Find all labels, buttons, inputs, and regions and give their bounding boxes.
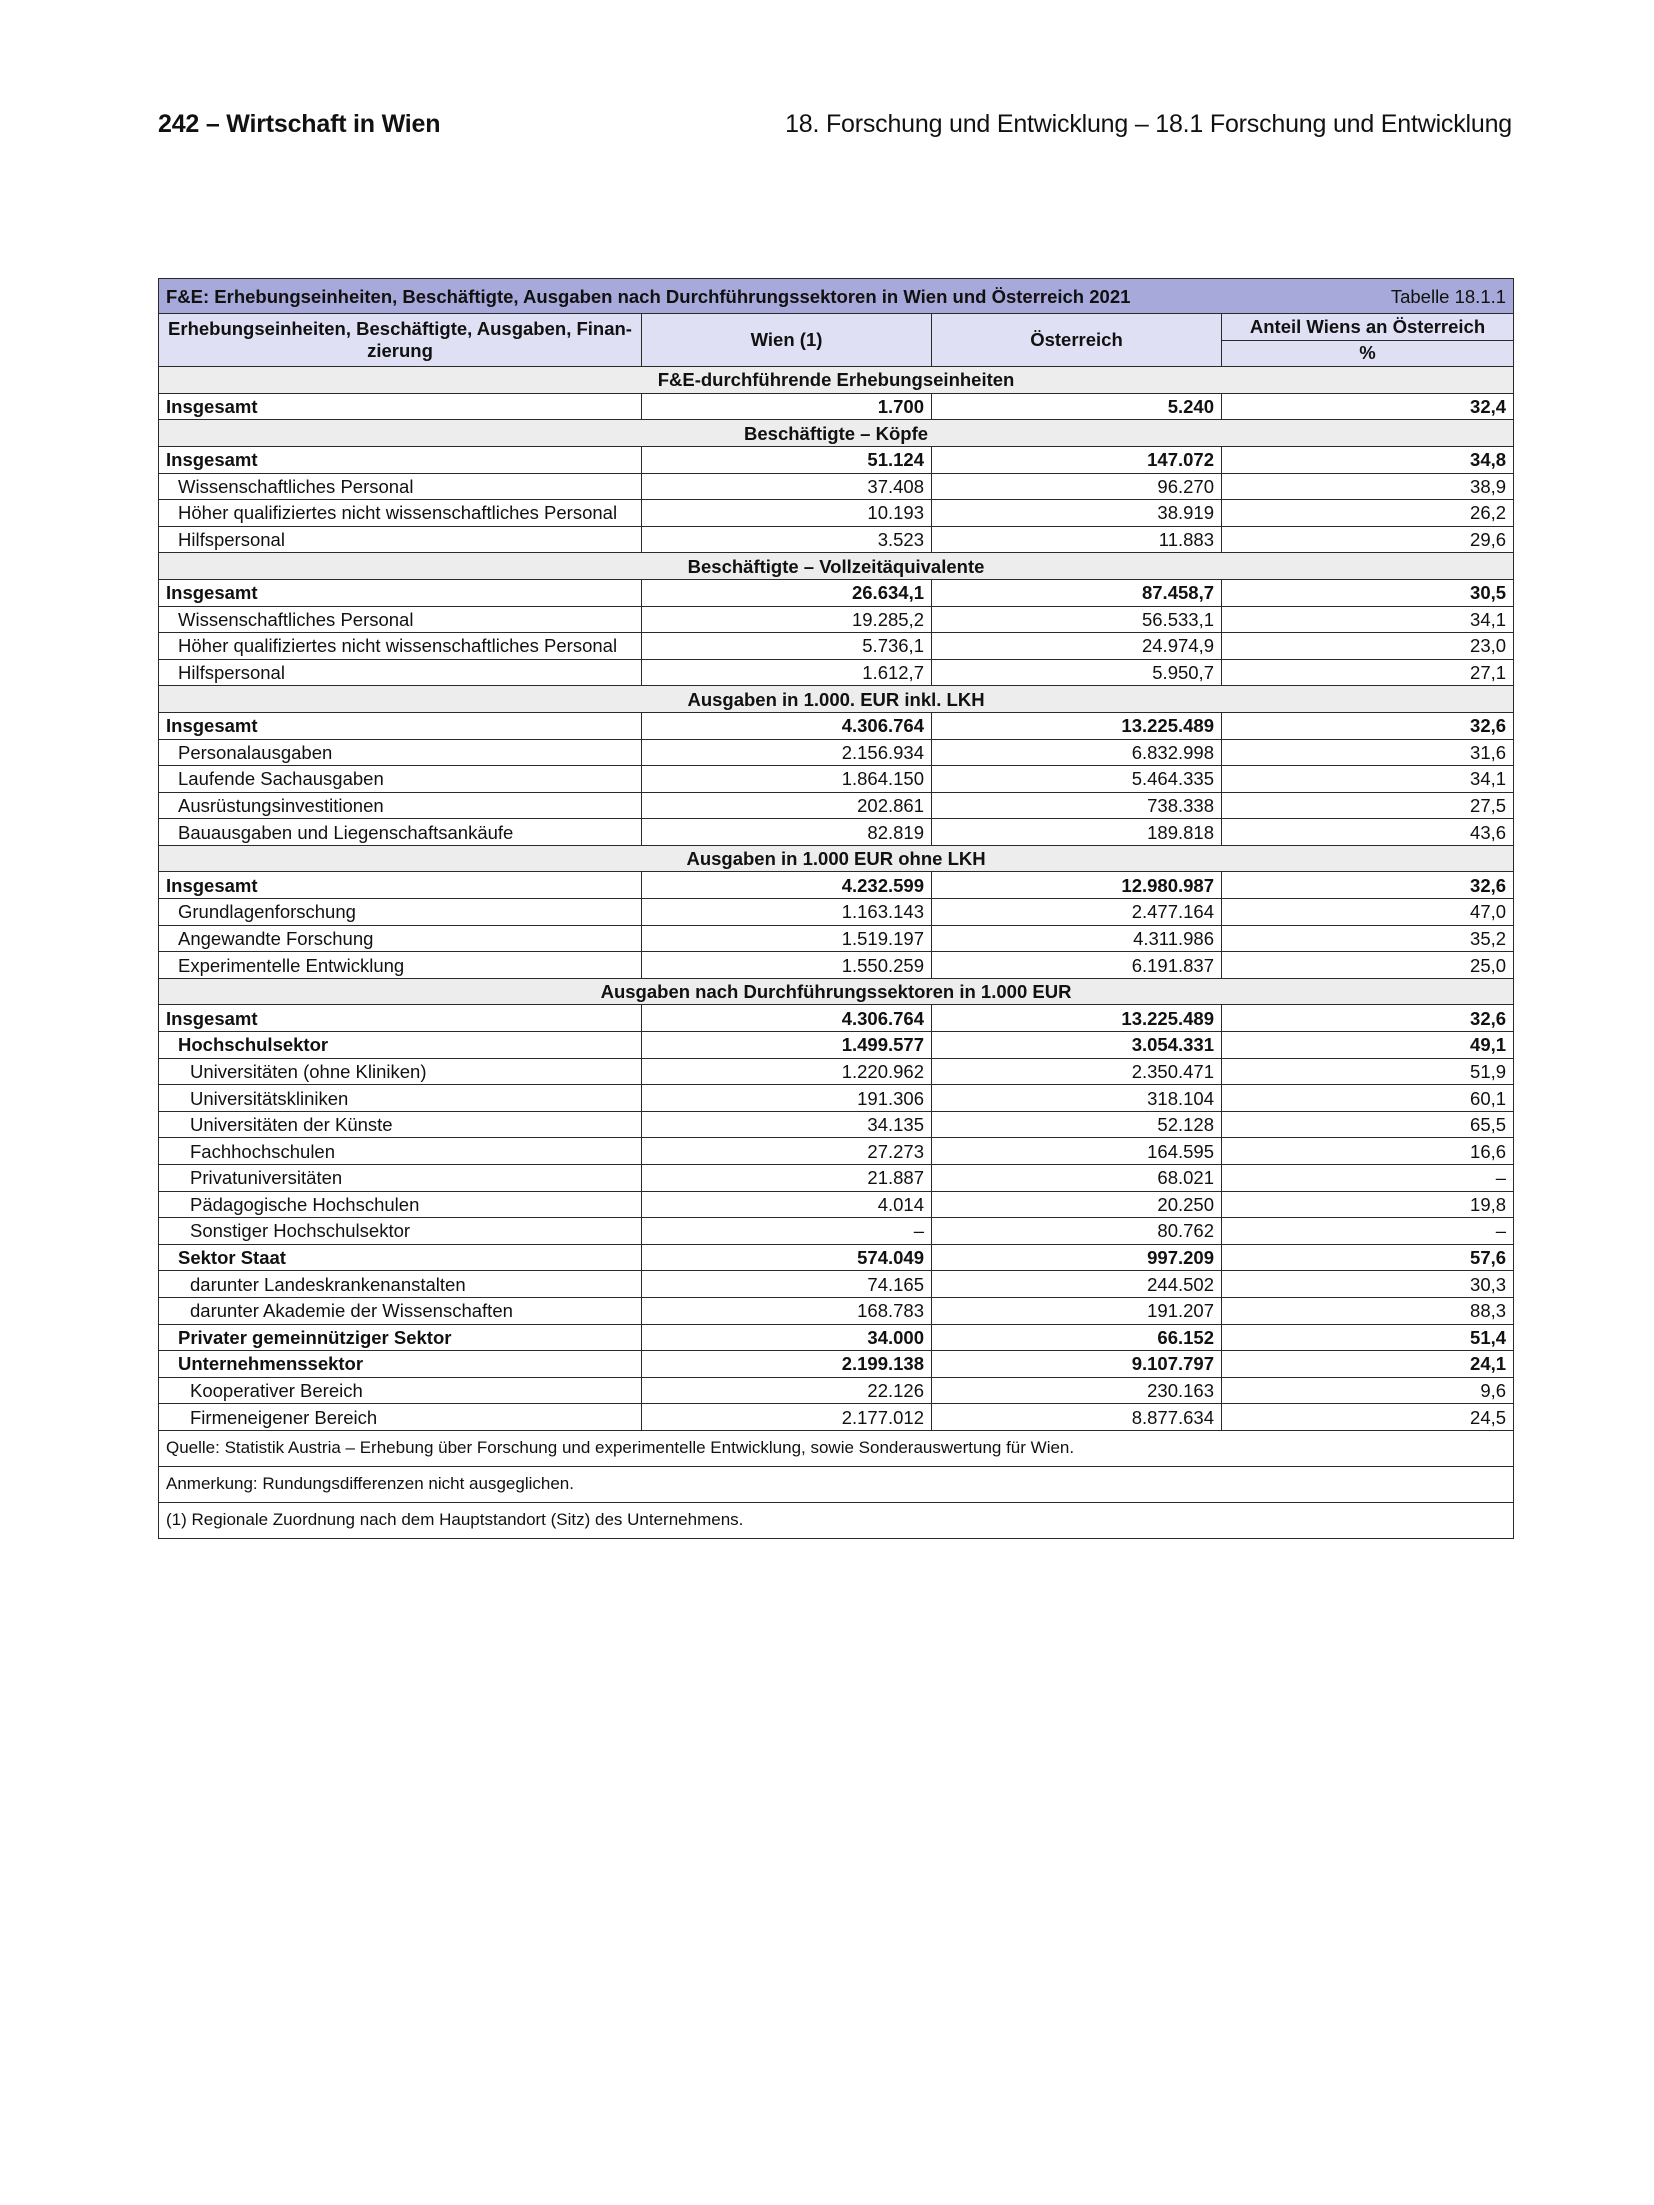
cell-oesterreich: 3.054.331 — [932, 1032, 1222, 1059]
table-notes — [159, 1430, 1514, 1538]
cell-oesterreich: 66.152 — [932, 1324, 1222, 1351]
cell-anteil: – — [1222, 1218, 1514, 1245]
table-row — [159, 792, 1514, 819]
section-header-row — [159, 686, 1514, 713]
row-label: Hilfspersonal — [159, 526, 642, 553]
table-row — [159, 446, 1514, 473]
cell-anteil: 30,5 — [1222, 579, 1514, 606]
row-label: Insgesamt — [159, 446, 642, 473]
row-label: Sonstiger Hochschulsektor — [159, 1218, 642, 1245]
table-row — [159, 1351, 1514, 1378]
cell-anteil: 24,1 — [1222, 1351, 1514, 1378]
cell-oesterreich: 87.458,7 — [932, 579, 1222, 606]
cell-wien: 3.523 — [642, 526, 932, 553]
cell-wien: 82.819 — [642, 819, 932, 846]
column-header-row — [159, 314, 1514, 341]
row-label: Insgesamt — [159, 872, 642, 899]
col-header-category: Erhebungseinheiten, Beschäftigte, Ausgaben, Finan-zierung — [159, 314, 642, 367]
table-row — [159, 1005, 1514, 1032]
cell-oesterreich: 189.818 — [932, 819, 1222, 846]
cell-oesterreich: 5.240 — [932, 393, 1222, 420]
cell-oesterreich: 164.595 — [932, 1138, 1222, 1165]
cell-anteil: 88,3 — [1222, 1297, 1514, 1324]
section-header-row — [159, 553, 1514, 580]
table-row — [159, 500, 1514, 527]
row-label: Pädagogische Hochschulen — [159, 1191, 642, 1218]
table-row — [159, 952, 1514, 979]
cell-wien: 5.736,1 — [642, 633, 932, 660]
row-label: Ausrüstungsinvestitionen — [159, 792, 642, 819]
table-row — [159, 819, 1514, 846]
cell-wien: 1.700 — [642, 393, 932, 420]
table-row — [159, 739, 1514, 766]
table-caption-row — [159, 279, 1514, 314]
cell-anteil: 27,5 — [1222, 792, 1514, 819]
cell-wien: 2.156.934 — [642, 739, 932, 766]
table-row — [159, 925, 1514, 952]
section-header-row — [159, 978, 1514, 1005]
cell-oesterreich: 20.250 — [932, 1191, 1222, 1218]
cell-anteil: 38,9 — [1222, 473, 1514, 500]
cell-wien: 191.306 — [642, 1085, 932, 1112]
col-header-anteil: Anteil Wiens an Österreich — [1222, 314, 1514, 341]
cell-oesterreich: 2.350.471 — [932, 1058, 1222, 1085]
row-label: Insgesamt — [159, 712, 642, 739]
row-label: Universitäten (ohne Kliniken) — [159, 1058, 642, 1085]
cell-anteil: 32,6 — [1222, 872, 1514, 899]
table-row — [159, 1404, 1514, 1431]
note-text: (1) Regionale Zuordnung nach dem Hauptstandort (Sitz) des Unternehmens. — [159, 1502, 1514, 1538]
section-title: Beschäftigte – Vollzeitäquivalente — [159, 553, 1514, 580]
cell-wien: 2.199.138 — [642, 1351, 932, 1378]
note-text: Anmerkung: Rundungsdifferenzen nicht ausgeglichen. — [159, 1466, 1514, 1502]
cell-wien: 168.783 — [642, 1297, 932, 1324]
cell-anteil: 19,8 — [1222, 1191, 1514, 1218]
table-row — [159, 1377, 1514, 1404]
cell-oesterreich: 230.163 — [932, 1377, 1222, 1404]
table-row — [159, 1032, 1514, 1059]
cell-oesterreich: 5.464.335 — [932, 766, 1222, 793]
data-table — [158, 278, 1514, 1539]
row-label: darunter Landeskrankenanstalten — [159, 1271, 642, 1298]
cell-wien: 74.165 — [642, 1271, 932, 1298]
cell-wien: 37.408 — [642, 473, 932, 500]
table-row — [159, 633, 1514, 660]
section-header-row — [159, 845, 1514, 872]
cell-wien: – — [642, 1218, 932, 1245]
row-label: Privater gemeinnütziger Sektor — [159, 1324, 642, 1351]
cell-anteil: 25,0 — [1222, 952, 1514, 979]
cell-wien: 4.306.764 — [642, 1005, 932, 1032]
cell-oesterreich: 191.207 — [932, 1297, 1222, 1324]
cell-wien: 21.887 — [642, 1165, 932, 1192]
row-label: Universitätskliniken — [159, 1085, 642, 1112]
row-label: Angewandte Forschung — [159, 925, 642, 952]
row-label: Fachhochschulen — [159, 1138, 642, 1165]
cell-oesterreich: 13.225.489 — [932, 1005, 1222, 1032]
cell-oesterreich: 147.072 — [932, 446, 1222, 473]
cell-anteil: 51,4 — [1222, 1324, 1514, 1351]
table-row — [159, 1244, 1514, 1271]
page-number-title: 242 – Wirtschaft in Wien — [158, 110, 441, 138]
col-header-oesterreich: Österreich — [932, 314, 1222, 367]
table-row — [159, 899, 1514, 926]
table-row — [159, 393, 1514, 420]
cell-anteil: 23,0 — [1222, 633, 1514, 660]
cell-anteil: 34,8 — [1222, 446, 1514, 473]
row-label: Grundlagenforschung — [159, 899, 642, 926]
note-row — [159, 1502, 1514, 1538]
cell-oesterreich: 12.980.987 — [932, 872, 1222, 899]
section-title: F&E-durchführende Erhebungseinheiten — [159, 367, 1514, 394]
row-label: Universitäten der Künste — [159, 1111, 642, 1138]
cell-anteil: 31,6 — [1222, 739, 1514, 766]
table-row — [159, 606, 1514, 633]
note-text: Quelle: Statistik Austria – Erhebung über Forschung und experimentelle Entwicklung, sowie Sonderauswertung für Wien. — [159, 1430, 1514, 1466]
cell-oesterreich: 8.877.634 — [932, 1404, 1222, 1431]
col-header-unit: % — [1222, 340, 1514, 367]
cell-wien: 51.124 — [642, 446, 932, 473]
cell-wien: 27.273 — [642, 1138, 932, 1165]
cell-wien: 34.000 — [642, 1324, 932, 1351]
cell-oesterreich: 52.128 — [932, 1111, 1222, 1138]
section-header-row — [159, 367, 1514, 394]
cell-anteil: 65,5 — [1222, 1111, 1514, 1138]
row-label: Personalausgaben — [159, 739, 642, 766]
cell-oesterreich: 11.883 — [932, 526, 1222, 553]
cell-wien: 19.285,2 — [642, 606, 932, 633]
table-row — [159, 1165, 1514, 1192]
row-label: Insgesamt — [159, 1005, 642, 1032]
cell-wien: 26.634,1 — [642, 579, 932, 606]
table-container — [158, 278, 1513, 1539]
row-label: Sektor Staat — [159, 1244, 642, 1271]
row-label: Laufende Sachausgaben — [159, 766, 642, 793]
cell-anteil: 32,6 — [1222, 1005, 1514, 1032]
cell-oesterreich: 2.477.164 — [932, 899, 1222, 926]
row-label: Insgesamt — [159, 579, 642, 606]
cell-oesterreich: 6.191.837 — [932, 952, 1222, 979]
cell-anteil: 24,5 — [1222, 1404, 1514, 1431]
cell-oesterreich: 80.762 — [932, 1218, 1222, 1245]
table-row — [159, 1324, 1514, 1351]
cell-oesterreich: 68.021 — [932, 1165, 1222, 1192]
table-row — [159, 473, 1514, 500]
cell-oesterreich: 738.338 — [932, 792, 1222, 819]
cell-wien: 4.232.599 — [642, 872, 932, 899]
cell-wien: 10.193 — [642, 500, 932, 527]
row-label: Hochschulsektor — [159, 1032, 642, 1059]
cell-anteil: 27,1 — [1222, 659, 1514, 686]
cell-wien: 1.220.962 — [642, 1058, 932, 1085]
cell-oesterreich: 38.919 — [932, 500, 1222, 527]
table-row — [159, 712, 1514, 739]
row-label: Höher qualifiziertes nicht wissenschaftliches Personal — [159, 500, 642, 527]
row-label: Hilfspersonal — [159, 659, 642, 686]
cell-anteil: 32,4 — [1222, 393, 1514, 420]
cell-oesterreich: 13.225.489 — [932, 712, 1222, 739]
cell-wien: 574.049 — [642, 1244, 932, 1271]
row-label: Höher qualifiziertes nicht wissenschaftliches Personal — [159, 633, 642, 660]
cell-oesterreich: 56.533,1 — [932, 606, 1222, 633]
cell-anteil: 47,0 — [1222, 899, 1514, 926]
section-title: Ausgaben in 1.000 EUR ohne LKH — [159, 845, 1514, 872]
cell-anteil: 57,6 — [1222, 1244, 1514, 1271]
cell-anteil: 49,1 — [1222, 1032, 1514, 1059]
table-row — [159, 1058, 1514, 1085]
cell-anteil: 29,6 — [1222, 526, 1514, 553]
cell-wien: 22.126 — [642, 1377, 932, 1404]
table-row — [159, 1138, 1514, 1165]
table-body — [159, 367, 1514, 1431]
chapter-title: 18. Forschung und Entwicklung – 18.1 Forschung und Entwicklung — [785, 110, 1512, 138]
cell-oesterreich: 318.104 — [932, 1085, 1222, 1112]
cell-wien: 4.306.764 — [642, 712, 932, 739]
cell-wien: 1.612,7 — [642, 659, 932, 686]
cell-anteil: 60,1 — [1222, 1085, 1514, 1112]
section-title: Ausgaben in 1.000. EUR inkl. LKH — [159, 686, 1514, 713]
cell-anteil: – — [1222, 1165, 1514, 1192]
row-label: Unternehmenssektor — [159, 1351, 642, 1378]
cell-oesterreich: 244.502 — [932, 1271, 1222, 1298]
cell-anteil: 51,9 — [1222, 1058, 1514, 1085]
row-label: Insgesamt — [159, 393, 642, 420]
table-number: Tabelle 18.1.1 — [1390, 285, 1507, 307]
cell-anteil: 35,2 — [1222, 925, 1514, 952]
table-row — [159, 526, 1514, 553]
cell-oesterreich: 997.209 — [932, 1244, 1222, 1271]
cell-wien: 34.135 — [642, 1111, 932, 1138]
cell-wien: 1.550.259 — [642, 952, 932, 979]
row-label: Bauausgaben und Liegenschaftsankäufe — [159, 819, 642, 846]
cell-wien: 2.177.012 — [642, 1404, 932, 1431]
row-label: darunter Akademie der Wissenschaften — [159, 1297, 642, 1324]
table-row — [159, 1218, 1514, 1245]
row-label: Firmeneigener Bereich — [159, 1404, 642, 1431]
cell-wien: 4.014 — [642, 1191, 932, 1218]
section-title: Beschäftigte – Köpfe — [159, 420, 1514, 447]
row-label: Wissenschaftliches Personal — [159, 606, 642, 633]
note-row — [159, 1466, 1514, 1502]
col-header-wien: Wien (1) — [642, 314, 932, 367]
cell-wien: 1.519.197 — [642, 925, 932, 952]
table-row — [159, 1271, 1514, 1298]
section-header-row — [159, 420, 1514, 447]
table-row — [159, 1191, 1514, 1218]
cell-anteil: 9,6 — [1222, 1377, 1514, 1404]
cell-anteil: 16,6 — [1222, 1138, 1514, 1165]
row-label: Wissenschaftliches Personal — [159, 473, 642, 500]
cell-wien: 202.861 — [642, 792, 932, 819]
cell-wien: 1.163.143 — [642, 899, 932, 926]
cell-oesterreich: 24.974,9 — [932, 633, 1222, 660]
table-row — [159, 872, 1514, 899]
table-row — [159, 659, 1514, 686]
cell-anteil: 30,3 — [1222, 1271, 1514, 1298]
page-header — [158, 110, 1512, 150]
table-caption — [159, 279, 1514, 314]
row-label: Experimentelle Entwicklung — [159, 952, 642, 979]
cell-oesterreich: 6.832.998 — [932, 739, 1222, 766]
cell-anteil: 34,1 — [1222, 766, 1514, 793]
cell-anteil: 32,6 — [1222, 712, 1514, 739]
row-label: Privatuniversitäten — [159, 1165, 642, 1192]
cell-wien: 1.864.150 — [642, 766, 932, 793]
table-title: F&E: Erhebungseinheiten, Beschäftigte, Ausgaben nach Durchführungssektoren in Wien und Österreich 2021 — [166, 285, 1131, 307]
table-row — [159, 766, 1514, 793]
section-title: Ausgaben nach Durchführungssektoren in 1.000 EUR — [159, 978, 1514, 1005]
cell-oesterreich: 96.270 — [932, 473, 1222, 500]
cell-oesterreich: 5.950,7 — [932, 659, 1222, 686]
cell-anteil: 26,2 — [1222, 500, 1514, 527]
table-row — [159, 579, 1514, 606]
cell-anteil: 34,1 — [1222, 606, 1514, 633]
table-row — [159, 1111, 1514, 1138]
table-row — [159, 1085, 1514, 1112]
cell-wien: 1.499.577 — [642, 1032, 932, 1059]
cell-oesterreich: 9.107.797 — [932, 1351, 1222, 1378]
note-row — [159, 1430, 1514, 1466]
cell-oesterreich: 4.311.986 — [932, 925, 1222, 952]
row-label: Kooperativer Bereich — [159, 1377, 642, 1404]
cell-anteil: 43,6 — [1222, 819, 1514, 846]
table-row — [159, 1297, 1514, 1324]
